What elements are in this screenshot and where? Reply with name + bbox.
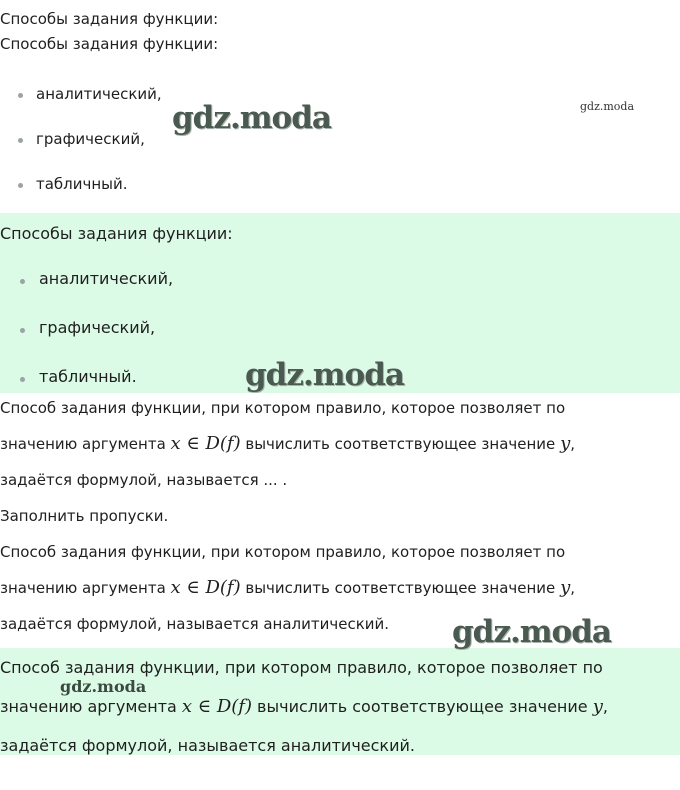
math-expression: x ∈ D(f) <box>170 433 241 454</box>
filled-line-2: значению аргумента x ∈ D(f) вычислить соответствующее значение y, <box>0 577 576 598</box>
methods-list <box>0 84 680 213</box>
question-line-1: Способ задания функции, при котором правило, которое позволяет по <box>0 399 566 417</box>
list-item: графический, <box>0 318 680 367</box>
answer-box-title: Способы задания функции: <box>0 224 233 243</box>
math-expression: x ∈ D(f) <box>170 577 241 598</box>
answer-line-3: задаётся формулой, называется аналитический. <box>0 736 415 755</box>
answer-line-1: Способ задания функции, при котором правило, которое позволяет по <box>0 658 603 677</box>
watermark-logo: gdz.moda <box>60 677 147 696</box>
answer-box-2 <box>0 648 680 755</box>
filled-line-3: задаётся формулой, называется аналитический. <box>0 615 390 633</box>
watermark-logo: gdz.moda <box>452 614 611 650</box>
watermark-logo: gdz.moda <box>245 357 404 393</box>
list-item: графический, <box>0 129 680 174</box>
list-item: аналитический, <box>0 84 680 129</box>
math-variable: y <box>592 696 603 717</box>
question-block <box>0 393 680 648</box>
math-expression: x ∈ D(f) <box>181 696 252 717</box>
filled-line-1: Способ задания функции, при котором правило, которое позволяет по <box>0 543 566 561</box>
list-item: табличный. <box>0 174 680 213</box>
heading-2: Способы задания функции: <box>0 35 219 53</box>
watermark-logo: gdz.moda <box>172 100 331 136</box>
question-line-2: значению аргумента x ∈ D(f) вычислить соответствующее значение y, <box>0 433 576 454</box>
list-item: аналитический, <box>0 269 680 318</box>
math-variable: y <box>560 433 571 454</box>
math-variable: y <box>560 577 571 598</box>
watermark-logo: gdz.moda <box>580 100 635 113</box>
list-item: табличный. <box>0 367 680 393</box>
answer-line-2: значению аргумента x ∈ D(f) вычислить соответствующее значение y, <box>0 696 608 717</box>
instruction: Заполнить пропуски. <box>0 507 169 525</box>
heading-1: Способы задания функции: <box>0 10 219 28</box>
question-line-3: задаётся формулой, называется ... . <box>0 471 288 489</box>
